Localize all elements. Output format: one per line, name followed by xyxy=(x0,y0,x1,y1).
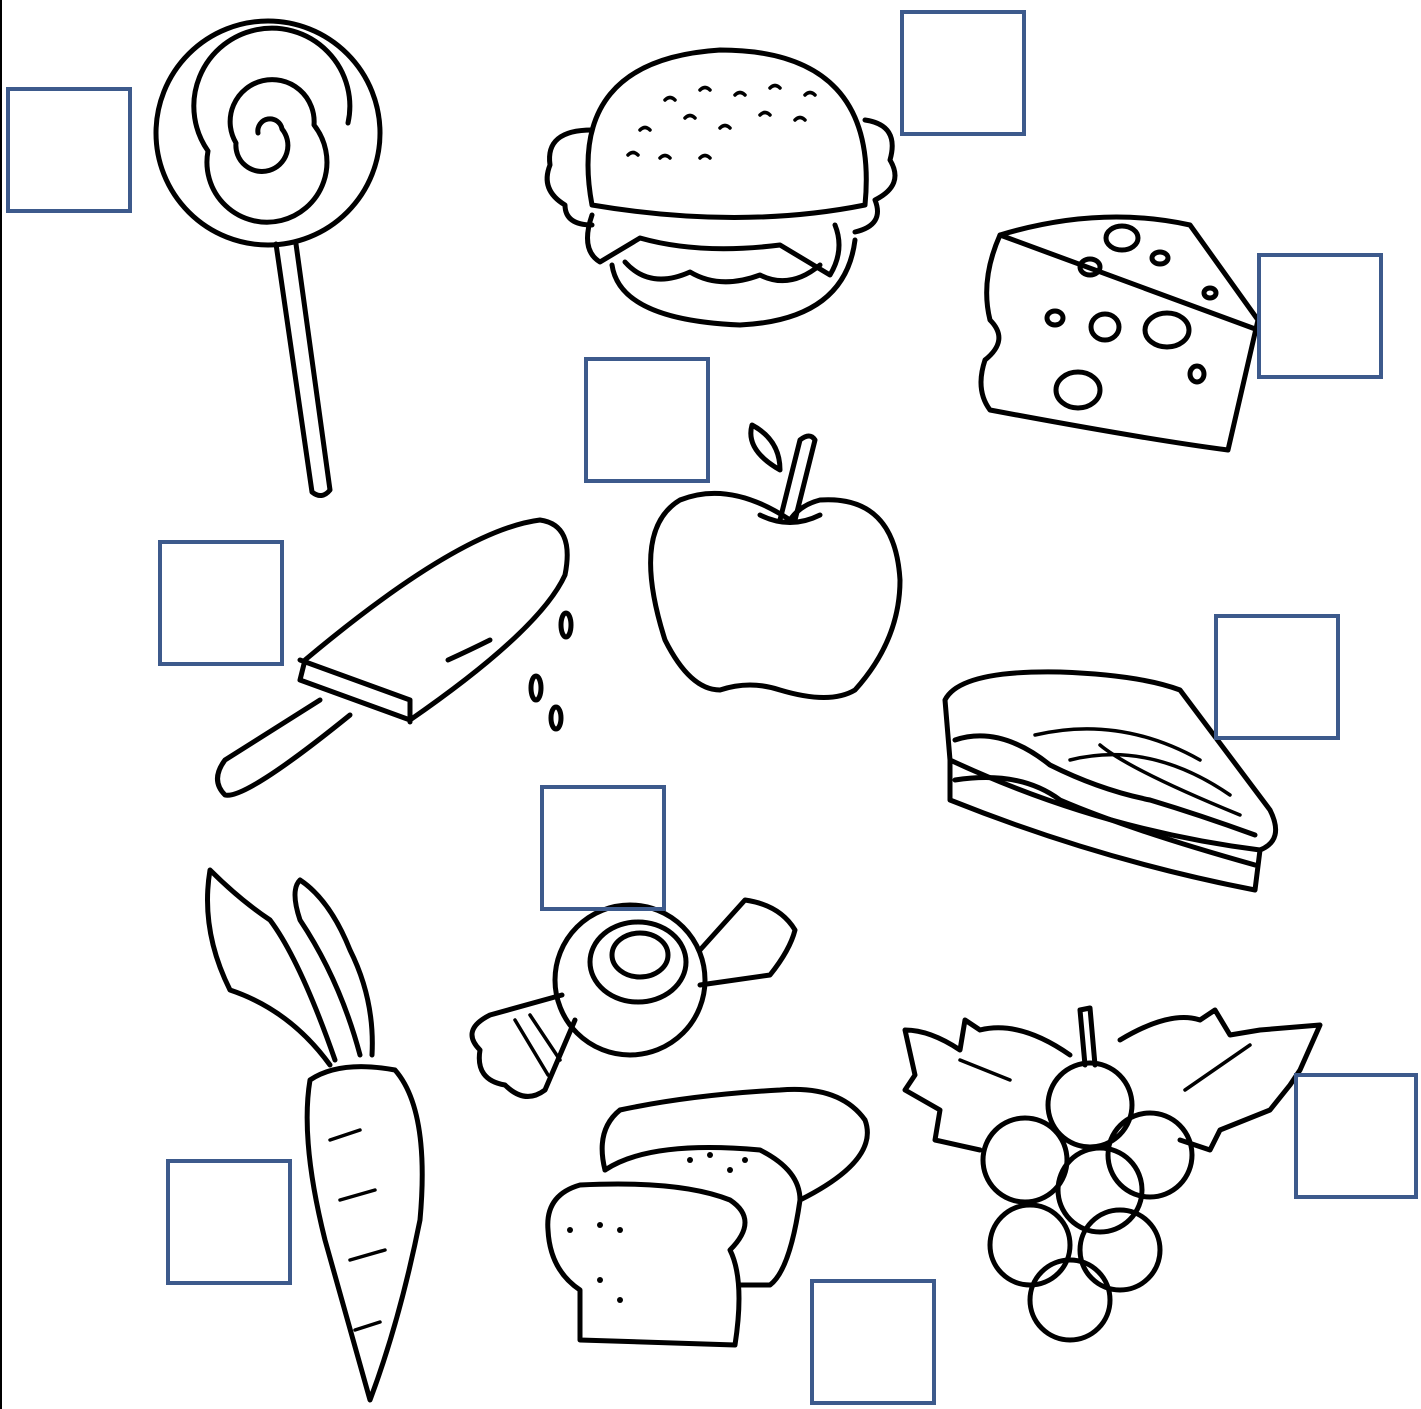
wrapped-candy-icon xyxy=(472,900,795,1096)
answer-box-grapes[interactable] xyxy=(1294,1073,1418,1199)
answer-box-ice-pop[interactable] xyxy=(158,540,284,666)
hamburger-icon xyxy=(547,50,895,325)
grapes-icon xyxy=(905,1008,1320,1340)
answer-box-lollipop[interactable] xyxy=(6,87,132,213)
answer-box-cheese[interactable] xyxy=(1257,253,1383,379)
answer-box-hamburger[interactable] xyxy=(900,10,1026,136)
lollipop-icon xyxy=(156,21,380,496)
answer-box-wrapped-candy[interactable] xyxy=(540,785,666,911)
cheese-icon xyxy=(981,217,1258,450)
carrot-icon xyxy=(208,870,423,1400)
answer-box-pie-slice[interactable] xyxy=(1214,614,1340,740)
answer-box-carrot[interactable] xyxy=(166,1159,292,1285)
answer-box-apple[interactable] xyxy=(584,357,710,483)
answer-box-bread[interactable] xyxy=(810,1279,936,1405)
